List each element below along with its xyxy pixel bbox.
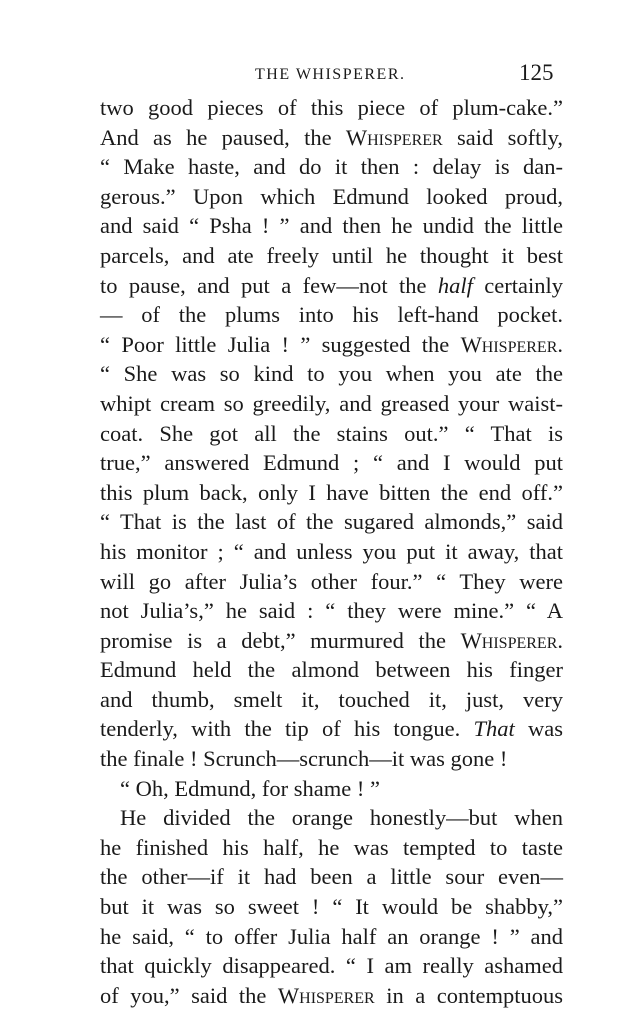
page-header xyxy=(0,58,623,88)
text-line: gerous.” Upon which Edmund looked proud, xyxy=(100,183,563,209)
body-text xyxy=(100,93,563,1010)
text-line: parcels, and ate freely until he thought it best xyxy=(100,242,563,268)
text-line: will go after Julia’s other four.” “ They were xyxy=(100,568,563,594)
text-line: of you,” said the Whisperer in a contemptuous xyxy=(100,982,563,1008)
text-line: And as he paused, the Whisperer said softly, xyxy=(100,124,563,150)
text-line: “ Poor little Julia ! ” suggested the Whisperer. xyxy=(100,331,563,357)
text-line: “ That is the last of the sugared almonds,” said xyxy=(100,509,563,535)
text-line: the finale ! Scrunch—scrunch—it was gone ! xyxy=(100,746,508,772)
text-line: his monitor ; “ and unless you put it away, that xyxy=(100,538,563,564)
text-line: he said, “ to offer Julia half an orange ! ” and xyxy=(100,923,563,949)
text-line: tenderly, with the tip of his tongue. That was xyxy=(100,716,563,742)
text-line: true,” answered Edmund ; “ and I would put xyxy=(100,450,563,476)
text-line: “ Make haste, and do it then : delay is dan- xyxy=(100,154,563,180)
text-line: whipt cream so greedily, and greased your waist- xyxy=(100,390,563,416)
text-line: not Julia’s,” he said : “ they were mine.” “ A xyxy=(100,598,563,624)
text-line: He divided the orange honestly—but when xyxy=(120,805,563,831)
text-line: Edmund held the almond between his finger xyxy=(100,657,563,683)
text-line: that quickly disappeared. “ I am really ashamed xyxy=(100,953,563,979)
text-line: but it was so sweet ! “ It would be shabby,” xyxy=(100,894,563,920)
text-line: two good pieces of this piece of plum-cake.” xyxy=(100,95,563,120)
page-number: 125 xyxy=(519,60,554,85)
text-line: promise is a debt,” murmured the Whisperer. xyxy=(100,627,563,653)
text-line: and said “ Psha ! ” and then he undid the little xyxy=(100,213,563,239)
text-line: to pause, and put a few—not the half certainly xyxy=(100,272,563,298)
running-head: THE WHISPERER. xyxy=(255,66,406,83)
text-line: the other—if it had been a little sour even— xyxy=(100,864,563,890)
text-line: — of the plums into his left-hand pocket. xyxy=(100,302,563,328)
text-line: and thumb, smelt it, touched it, just, very xyxy=(100,686,563,712)
text-line: “ She was so kind to you when you ate the xyxy=(100,361,563,387)
text-line: coat. She got all the stains out.” “ That is xyxy=(100,420,563,446)
text-line: he finished his half, he was tempted to taste xyxy=(100,834,563,860)
text-line: “ Oh, Edmund, for shame ! ” xyxy=(120,775,380,801)
text-line: this plum back, only I have bitten the end off.” xyxy=(100,479,563,505)
